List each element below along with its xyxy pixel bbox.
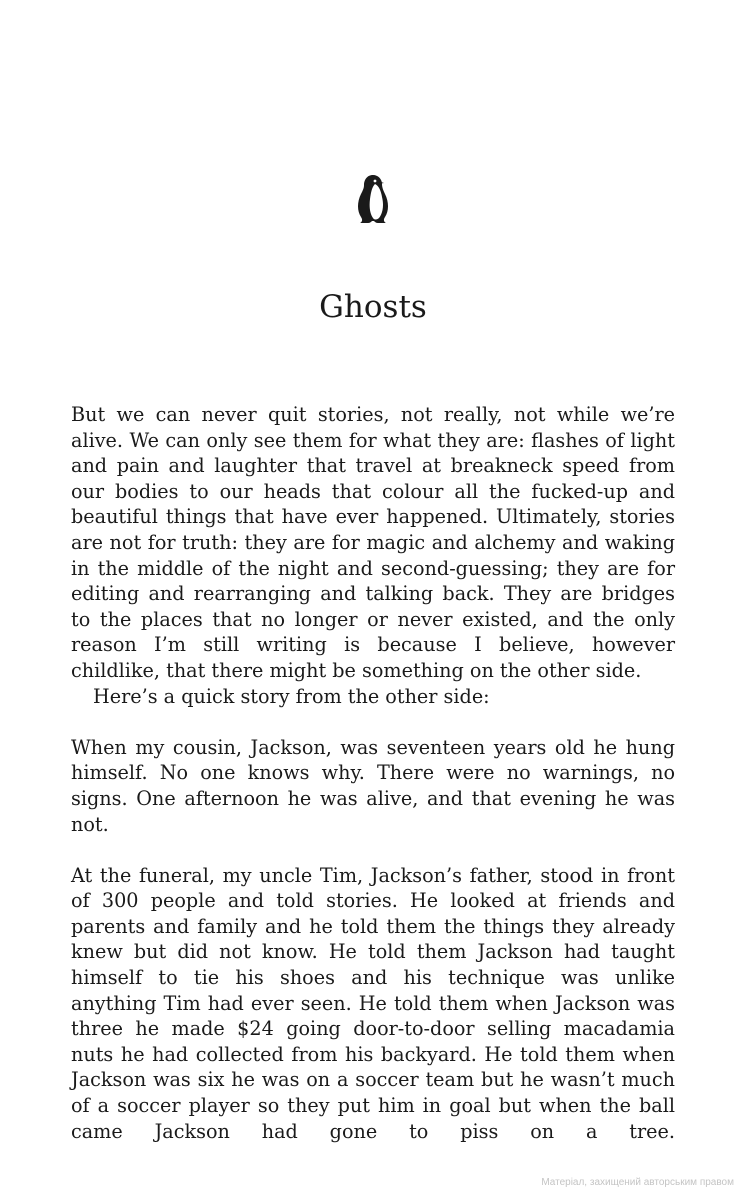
penguin-logo-icon	[355, 172, 391, 226]
body-text	[71, 402, 675, 1144]
paragraph: At the funeral, my uncle Tim, Jackson’s father, stood in front of 300 people and told stories. He looked at friends and parents and family and he told them the things they already knew but did not know. He told them Jackson had taught himself to tie his shoes and his technique was unlike anything Tim had ever seen. He told them when Jackson was three he made $24 going door-to-door selling macadamia nuts he had collected from his backyard. He told them when Jackson was six he was on a soccer team but he wasn’t much of a soccer player so they put him in goal but when the ball came Jackson had gone to piss on a tree.	[71, 863, 675, 1143]
paragraph: But we can never quit stories, not really, not while we’re alive. We can only see them for what they are: flashes of light and pain and laughter that travel at breakneck speed from our bodies to our heads that colour all the fucked-up and beautiful things that have ever happened. Ultimately, stories are not for truth: they are for magic and alchemy and waking in the middle of the night and second-guessing; they are for editing and rearranging and talking back. They are bridges to the places that no longer or never existed, and the only reason I’m still writing is because I believe, however childlike, that there might be something on the other side.	[71, 403, 675, 682]
chapter-title: Ghosts	[319, 289, 427, 325]
copyright-watermark: Матеріал, захищений авторським правом	[541, 1177, 734, 1188]
paragraph: Here’s a quick story from the other side:	[93, 684, 490, 708]
paragraph: When my cousin, Jackson, was seventeen years old he hung himself. No one knows why. There were no warnings, no signs. One afternoon he was alive, and that evening he was not.	[71, 735, 675, 836]
